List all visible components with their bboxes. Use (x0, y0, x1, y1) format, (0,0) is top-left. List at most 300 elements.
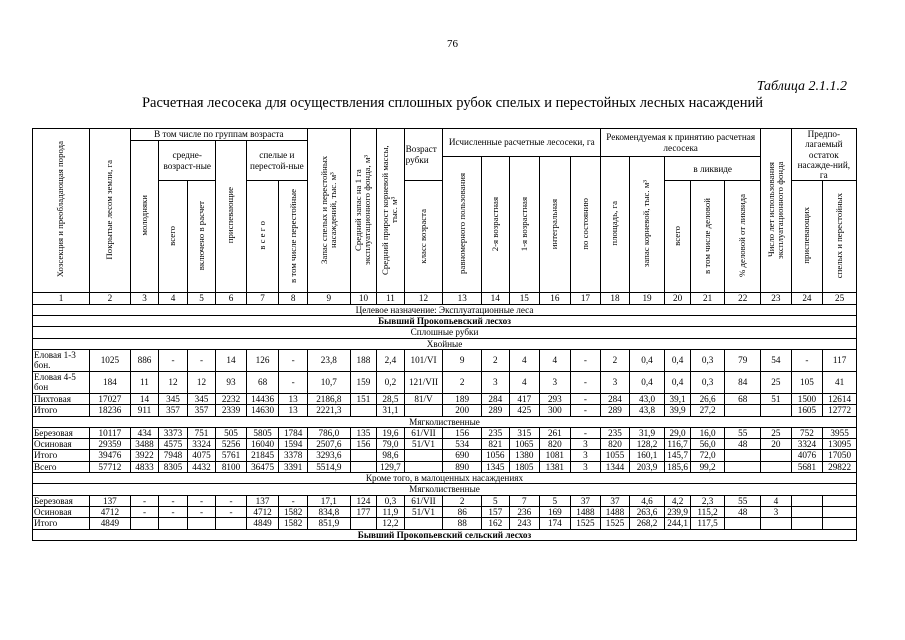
column-number: 21 (690, 293, 725, 304)
table-cell: 235 (601, 427, 630, 438)
table-cell: 3324 (187, 439, 216, 450)
table-cell: 345 (159, 393, 188, 404)
table-cell: 3 (570, 450, 601, 461)
table-cell: 56,0 (690, 439, 725, 450)
table-cell: 0,3 (377, 495, 404, 506)
header-cell: спелых и перестойных (823, 181, 857, 293)
table-cell: 263,6 (629, 506, 665, 517)
table-cell (791, 495, 823, 506)
table-cell (791, 506, 823, 517)
table-cell: 2507,6 (307, 439, 350, 450)
column-number: 2 (90, 293, 131, 304)
column-number: 9 (307, 293, 350, 304)
table-cell: - (159, 506, 188, 517)
table-cell: 18236 (90, 405, 131, 416)
table-cell: 54 (761, 349, 792, 371)
header-cell: Средний запас на 1 га эксплуатационного фонда, м³ (350, 129, 376, 293)
table-cell: - (130, 506, 159, 517)
row-label: Еловая 1-3 бон. (33, 349, 90, 371)
header-cell: включено в расчет (187, 181, 216, 293)
row-label: Еловая 4-5 бон (33, 371, 90, 393)
table-cell: 9 (443, 349, 482, 371)
table-cell: 4 (540, 349, 571, 371)
section-forestry-rural-label: Бывший Прокопьевский сельский лесхоз (33, 529, 857, 540)
table-cell: 345 (187, 393, 216, 404)
table-cell (404, 518, 443, 529)
table-cell: 55 (725, 495, 761, 506)
table-cell: 239,9 (665, 506, 690, 517)
table-cell: 284 (482, 393, 509, 404)
column-number: 6 (216, 293, 247, 304)
table-cell: 29359 (90, 439, 131, 450)
table-cell: 1065 (509, 439, 540, 450)
header-cell: приспевающих (791, 181, 823, 293)
table-cell: 37 (601, 495, 630, 506)
table-cell: 300 (540, 405, 571, 416)
column-number: 24 (791, 293, 823, 304)
table-cell: 86 (443, 506, 482, 517)
table-cell: 911 (130, 405, 159, 416)
table-cell: 434 (130, 427, 159, 438)
table-cell: 3 (570, 439, 601, 450)
table-cell: 17,1 (307, 495, 350, 506)
column-number: 16 (540, 293, 571, 304)
table-cell: 3488 (130, 439, 159, 450)
table-cell: 31,9 (629, 427, 665, 438)
table-cell: 244,1 (665, 518, 690, 529)
column-number: 17 (570, 293, 601, 304)
table-cell: - (570, 349, 601, 371)
table-cell: 1380 (509, 450, 540, 461)
table-cell: 72,0 (690, 450, 725, 461)
table-cell: 12 (187, 371, 216, 393)
table-cell: 1055 (601, 450, 630, 461)
table-cell: 129,7 (377, 461, 404, 472)
table-cell: 8100 (216, 461, 247, 472)
table-cell: 39,1 (665, 393, 690, 404)
table-cell: 284 (601, 393, 630, 404)
table-cell (725, 461, 761, 472)
table-cell (791, 518, 823, 529)
header-cell: запас корневой, тыс. м³ (629, 157, 665, 293)
row-label: Всего (33, 461, 90, 472)
section-softwood-low-label: Мягколиственные (33, 484, 857, 495)
row-label: Итого (33, 405, 90, 416)
table-cell: 4,6 (629, 495, 665, 506)
table-cell (404, 461, 443, 472)
table-cell: 1525 (570, 518, 601, 529)
table-cell (725, 450, 761, 461)
table-title: Расчетная лесосека для осуществления сплошных рубок спелых и перестойных лесных насаждений (141, 95, 764, 111)
table-cell: 4849 (90, 518, 131, 529)
table-cell: 88 (443, 518, 482, 529)
table-row (33, 393, 857, 404)
table-cell (761, 461, 792, 472)
table-cell: 2186,8 (307, 393, 350, 404)
table-cell: 4 (509, 349, 540, 371)
table-cell: 79 (725, 349, 761, 371)
column-number: 5 (187, 293, 216, 304)
table-cell: 13 (279, 405, 308, 416)
table-cell: 1381 (540, 461, 571, 472)
table-cell: 177 (350, 506, 376, 517)
table-cell: 145,7 (665, 450, 690, 461)
table-cell: 51/V1 (404, 506, 443, 517)
column-number: 18 (601, 293, 630, 304)
table-cell: 5256 (216, 439, 247, 450)
table-cell: 0,3 (690, 349, 725, 371)
table-row (33, 439, 857, 450)
table-cell: 5 (540, 495, 571, 506)
table-cell: 137 (246, 495, 279, 506)
header-cell: спелые и перестой-ные (246, 141, 307, 181)
table-cell: 188 (350, 349, 376, 371)
table-cell: 3 (482, 371, 509, 393)
table-cell: 10,7 (307, 371, 350, 393)
table-cell (216, 518, 247, 529)
table-cell: 156 (350, 439, 376, 450)
table-cell: 0,4 (665, 371, 690, 393)
table-cell: 1500 (791, 393, 823, 404)
table-cell: 61/VII (404, 495, 443, 506)
table-cell: 235 (482, 427, 509, 438)
table-cell: 28,5 (377, 393, 404, 404)
table-cell: 137 (90, 495, 131, 506)
table-cell (761, 405, 792, 416)
column-number-row (33, 293, 857, 304)
header-cell: Средний прирост корневой массы, тыс. м³ (377, 129, 404, 293)
table-cell: 0,2 (377, 371, 404, 393)
table-cell: 203,9 (629, 461, 665, 472)
table-cell: 5681 (791, 461, 823, 472)
table-cell: 12 (159, 371, 188, 393)
header-cell: средне-возраст-ные (159, 141, 216, 181)
column-number: 12 (404, 293, 443, 304)
table-cell: 61/VII (404, 427, 443, 438)
header-cell: в с е г о (246, 181, 279, 293)
table-cell: 26,6 (690, 393, 725, 404)
table-cell: 1056 (482, 450, 509, 461)
table-cell: 834,8 (307, 506, 350, 517)
table-cell (725, 405, 761, 416)
table-cell: 2 (443, 495, 482, 506)
table-cell: 48 (725, 439, 761, 450)
header-cell: в том числе перестойные (279, 181, 308, 293)
table-cell: 43,0 (629, 393, 665, 404)
table-cell: 2232 (216, 393, 247, 404)
header-cell: Исчисленные расчетные лесосеки, га (443, 129, 601, 157)
table-cell: 0,4 (629, 371, 665, 393)
header-cell: Предпо-лагаемый остаток насажде-ний, га (791, 129, 856, 181)
table-cell: 3922 (130, 450, 159, 461)
table-cell: 293 (540, 393, 571, 404)
table-cell: 4075 (187, 450, 216, 461)
table-cell: 12614 (823, 393, 857, 404)
table-cell: 752 (791, 427, 823, 438)
table-cell: 36475 (246, 461, 279, 472)
column-number: 13 (443, 293, 482, 304)
table-cell: - (791, 349, 823, 371)
table-cell: - (159, 349, 188, 371)
section-clear-cutting-label: Сплошные рубки (33, 327, 857, 338)
table-cell: 14 (216, 349, 247, 371)
table-cell (404, 450, 443, 461)
table-cell: 4712 (90, 506, 131, 517)
table-cell: 81/V (404, 393, 443, 404)
table-cell: 16,0 (690, 427, 725, 438)
table-cell (823, 518, 857, 529)
table-cell: 23,8 (307, 349, 350, 371)
table-cell: 162 (482, 518, 509, 529)
table-row (33, 405, 857, 416)
table-cell: 135 (350, 427, 376, 438)
table-row (33, 461, 857, 472)
table-cell (130, 518, 159, 529)
header-cell: Запас спелых и перестойных насаждений, тыс. м³ (307, 129, 350, 293)
table-row (33, 495, 857, 506)
table-cell: 39476 (90, 450, 131, 461)
table-cell: 160,1 (629, 450, 665, 461)
header-cell: Возраст рубки (404, 129, 443, 181)
table-cell: 14 (130, 393, 159, 404)
header-cell: Число лет использования эксплуатационного фонда (761, 129, 792, 293)
table-cell: 57712 (90, 461, 131, 472)
table-cell: 29,0 (665, 427, 690, 438)
column-number: 11 (377, 293, 404, 304)
section-softwood-low (33, 484, 857, 495)
table-cell: 3 (570, 461, 601, 472)
table-cell (761, 518, 792, 529)
table-cell: 19,6 (377, 427, 404, 438)
column-number: 20 (665, 293, 690, 304)
table-cell: 4076 (791, 450, 823, 461)
section-purpose-label: Целевое назначение: Эксплуатационные леса (33, 304, 857, 315)
table-cell: - (279, 371, 308, 393)
table-cell: 2,3 (690, 495, 725, 506)
table-cell: 4849 (246, 518, 279, 529)
section-forestry (33, 316, 857, 327)
table-cell: 12,2 (377, 518, 404, 529)
table-cell: 10117 (90, 427, 131, 438)
table-cell: 1605 (791, 405, 823, 416)
table-cell: 2 (482, 349, 509, 371)
header-cell: Хозсекция и преобладающая порода (33, 129, 90, 293)
table-cell: 117,5 (690, 518, 725, 529)
table-cell (761, 450, 792, 461)
table-cell: 25 (761, 371, 792, 393)
table-cell: 21845 (246, 450, 279, 461)
table-cell: 1488 (601, 506, 630, 517)
table-cell: - (279, 495, 308, 506)
table-cell: 886 (130, 349, 159, 371)
header-cell: интегральная (540, 157, 571, 293)
table-cell: 7 (509, 495, 540, 506)
table-cell: 51 (761, 393, 792, 404)
column-number: 4 (159, 293, 188, 304)
table-row (33, 371, 857, 393)
table-cell: 39,9 (665, 405, 690, 416)
column-number: 15 (509, 293, 540, 304)
table-cell: - (159, 495, 188, 506)
column-number: 19 (629, 293, 665, 304)
table-cell: 289 (601, 405, 630, 416)
table-cell: 1525 (601, 518, 630, 529)
table-cell: 3378 (279, 450, 308, 461)
page-number: 76 (447, 38, 458, 50)
table-cell: 3 (761, 506, 792, 517)
table-cell: 5761 (216, 450, 247, 461)
table-cell: - (570, 393, 601, 404)
header-cell: по состоянию (570, 157, 601, 293)
table-cell: 3293,6 (307, 450, 350, 461)
table-cell: 1805 (509, 461, 540, 472)
table-cell: 126 (246, 349, 279, 371)
table-cell (187, 518, 216, 529)
table-cell (404, 405, 443, 416)
header-cell: 1-я возрастная (509, 157, 540, 293)
table-cell: 3391 (279, 461, 308, 472)
table-cell: 1582 (279, 506, 308, 517)
table-cell: 2,4 (377, 349, 404, 371)
table-cell: 37 (570, 495, 601, 506)
table-cell: 55 (725, 427, 761, 438)
section-clear-cutting (33, 327, 857, 338)
header-cell: Покрытые лесом земли, га (90, 129, 131, 293)
column-number: 10 (350, 293, 376, 304)
table-cell: 3 (540, 371, 571, 393)
table-cell: 1488 (570, 506, 601, 517)
table-cell: 0,4 (665, 349, 690, 371)
table-cell: 200 (443, 405, 482, 416)
section-softwood (33, 416, 857, 427)
column-number: 7 (246, 293, 279, 304)
header-cell: всего (665, 181, 690, 293)
table-cell: 1594 (279, 439, 308, 450)
header-cell: всего (159, 181, 188, 293)
table-cell: 820 (601, 439, 630, 450)
table-cell: 3373 (159, 427, 188, 438)
table-cell: 2339 (216, 405, 247, 416)
table-cell (350, 461, 376, 472)
row-label: Осиновая (33, 439, 90, 450)
table-cell: 821 (482, 439, 509, 450)
table-cell: 0,4 (629, 349, 665, 371)
section-forestry-rural (33, 529, 857, 540)
table-cell: 5 (482, 495, 509, 506)
table-cell: 505 (216, 427, 247, 438)
table-cell (159, 518, 188, 529)
table-cell: - (570, 405, 601, 416)
table-cell: 124 (350, 495, 376, 506)
header-cell: молодняки (130, 141, 159, 293)
table-cell: 184 (90, 371, 131, 393)
table-cell: 79,0 (377, 439, 404, 450)
table-cell: 17027 (90, 393, 131, 404)
section-softwood-label: Мягколиственные (33, 416, 857, 427)
table-cell: 357 (159, 405, 188, 416)
table-cell: 157 (482, 506, 509, 517)
table-cell: 4712 (246, 506, 279, 517)
table-row (33, 427, 857, 438)
table-cell: 4,2 (665, 495, 690, 506)
section-conifer-label: Хвойные (33, 338, 857, 349)
table-cell: 14436 (246, 393, 279, 404)
table-row (33, 450, 857, 461)
table-cell: 29822 (823, 461, 857, 472)
table-cell (350, 450, 376, 461)
table-cell: - (570, 427, 601, 438)
table-cell: 751 (187, 427, 216, 438)
table-cell: 43,8 (629, 405, 665, 416)
table-cell: 3324 (791, 439, 823, 450)
table-cell: 357 (187, 405, 216, 416)
table-cell: - (187, 349, 216, 371)
table-cell: 27,2 (690, 405, 725, 416)
table-cell: 1025 (90, 349, 131, 371)
table-cell: 4833 (130, 461, 159, 472)
table-cell: 98,6 (377, 450, 404, 461)
header-cell: площадь, га (601, 157, 630, 293)
table-cell: 1345 (482, 461, 509, 472)
table-cell: 820 (540, 439, 571, 450)
row-label: Березовая (33, 495, 90, 506)
column-number: 23 (761, 293, 792, 304)
header-cell: В том числе по группам возраста (130, 129, 307, 141)
table-cell: 99,2 (690, 461, 725, 472)
section-low-value (33, 473, 857, 484)
table-cell: - (187, 506, 216, 517)
table-cell: 156 (443, 427, 482, 438)
table-cell: 417 (509, 393, 540, 404)
table-cell: 17050 (823, 450, 857, 461)
table-cell (725, 518, 761, 529)
table-cell: 289 (482, 405, 509, 416)
table-cell: 268,2 (629, 518, 665, 529)
column-number: 3 (130, 293, 159, 304)
table-cell: 1081 (540, 450, 571, 461)
table-cell: 16040 (246, 439, 279, 450)
table-cell: 4432 (187, 461, 216, 472)
table-cell: 243 (509, 518, 540, 529)
header-cell: равномерного пользования (443, 157, 482, 293)
table-cell: 2221,3 (307, 405, 350, 416)
table-cell: 115,2 (690, 506, 725, 517)
section-low-value-label: Кроме того, в малоценных насаждениях (33, 473, 857, 484)
table-cell: 189 (443, 393, 482, 404)
table-cell: 84 (725, 371, 761, 393)
table-cell: - (279, 349, 308, 371)
table-cell: 2 (601, 349, 630, 371)
row-label: Итого (33, 450, 90, 461)
section-forestry-label: Бывший Прокопьевский лесхоз (33, 316, 857, 327)
table-cell: 68 (246, 371, 279, 393)
table-cell: 1784 (279, 427, 308, 438)
table-cell: 48 (725, 506, 761, 517)
table-cell: 20 (761, 439, 792, 450)
table-cell: 93 (216, 371, 247, 393)
table-cell: 5805 (246, 427, 279, 438)
header-cell: в ликвиде (665, 157, 761, 181)
section-purpose (33, 304, 857, 315)
table-cell: 1344 (601, 461, 630, 472)
table-cell: 7948 (159, 450, 188, 461)
table-cell: 3 (601, 371, 630, 393)
column-number: 1 (33, 293, 90, 304)
table-cell: 105 (791, 371, 823, 393)
row-label: Березовая (33, 427, 90, 438)
header-cell: в том числе деловой (690, 181, 725, 293)
table-cell: - (216, 495, 247, 506)
